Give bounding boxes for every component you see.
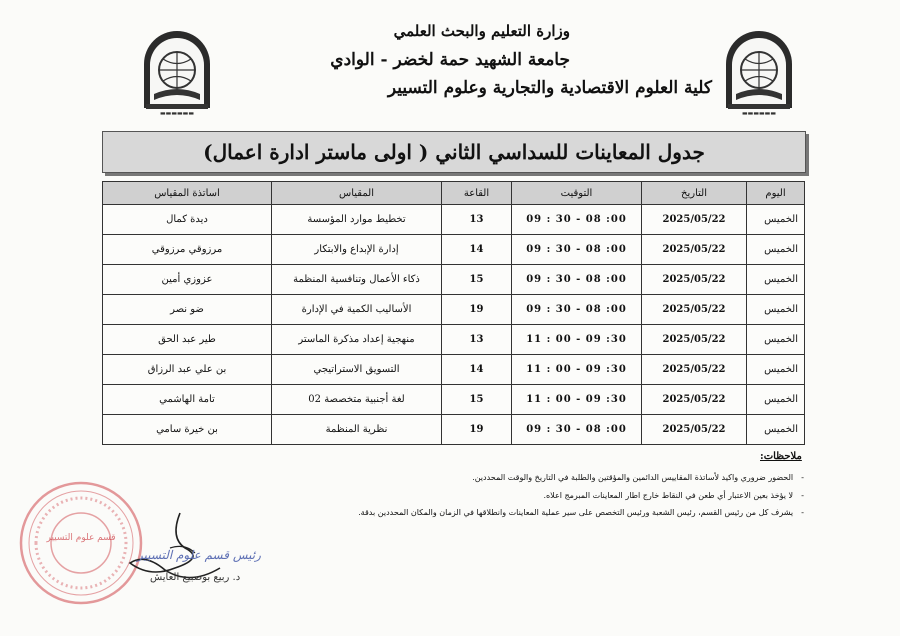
cell-date: 2025/05/22 [642, 385, 747, 415]
table-row [103, 265, 805, 295]
cell-day: الخميس [747, 205, 805, 235]
university-logo-left [138, 28, 216, 110]
cell-room: 15 [442, 265, 512, 295]
cell-day: الخميس [747, 235, 805, 265]
cell-subject: لغة أجنبية متخصصة 02 [272, 385, 442, 415]
cell-time: 11 : 00 - 09 :30 [512, 385, 642, 415]
cell-room: 19 [442, 295, 512, 325]
note-text: الحضور ضروري واكيد لأساتذة المقاييس الدائمين والمؤقتين والطلبة في التاريخ والوقت المحددين. [472, 473, 794, 482]
table-row [103, 295, 805, 325]
table-row [103, 355, 805, 385]
note-text: يشرف كل من رئيس القسم، رئيس الشعبة ورئيس التخصص على سير عملية المعاينات وانطلاقها في الزمان والمكان المحددين بدقة. [358, 508, 794, 517]
cell-day: الخميس [747, 295, 805, 325]
exam-review-table [102, 181, 805, 445]
stamp-text: قسم علوم التسيير [46, 533, 116, 543]
table-row [103, 325, 805, 355]
cell-time: 11 : 00 - 09 :30 [512, 355, 642, 385]
table-row [103, 205, 805, 235]
table-row [103, 385, 805, 415]
cell-room: 15 [442, 385, 512, 415]
cell-professor: طير عبد الحق [103, 325, 272, 355]
cell-room: 19 [442, 415, 512, 445]
logo-caption-left: ▬▬▬▬▬▬ [159, 110, 194, 117]
cell-time: 09 : 30 - 08 :00 [512, 205, 642, 235]
header-room: القاعة [442, 182, 512, 205]
header-subject: المقياس [272, 182, 442, 205]
cell-subject: ذكاء الأعمال وتنافسية المنظمة [272, 265, 442, 295]
schedule-title-box [102, 131, 806, 173]
university-name: جامعة الشهيد حمة لخضر - الوادي [330, 50, 570, 70]
cell-day: الخميس [747, 325, 805, 355]
cell-professor: بن خيرة سامي [103, 415, 272, 445]
cell-professor: مرزوقي مرزوقي [103, 235, 272, 265]
cell-day: الخميس [747, 265, 805, 295]
signature-name: د. ربيع بوصبيع العايش [150, 572, 241, 583]
cell-time: 09 : 30 - 08 :00 [512, 415, 642, 445]
table-header-row [103, 182, 805, 205]
cell-subject: نظرية المنظمة [272, 415, 442, 445]
cell-date: 2025/05/22 [642, 205, 747, 235]
university-logo-right [720, 28, 798, 110]
cell-room: 14 [442, 355, 512, 385]
table-row [103, 235, 805, 265]
logo-caption-right: ▬▬▬▬▬▬ [741, 110, 776, 117]
ministry-name: وزارة التعليم والبحث العلمي [393, 22, 570, 40]
cell-room: 13 [442, 325, 512, 355]
cell-time: 09 : 30 - 08 :00 [512, 265, 642, 295]
cell-date: 2025/05/22 [642, 265, 747, 295]
faculty-name: كلية العلوم الاقتصادية والتجارية وعلوم التسيير [387, 78, 712, 98]
cell-time: 11 : 00 - 09 :30 [512, 325, 642, 355]
cell-subject: منهجية إعداد مذكرة الماستر [272, 325, 442, 355]
note-item: -الحضور ضروري واكيد لأساتذة المقاييس الدائمين والمؤقتين والطلبة في التاريخ والوقت المحددين. [472, 473, 804, 482]
cell-room: 13 [442, 205, 512, 235]
cell-subject: التسويق الاستراتيجي [272, 355, 442, 385]
cell-professor: عزوزي أمين [103, 265, 272, 295]
note-item: -يشرف كل من رئيس القسم، رئيس الشعبة ورئيس التخصص على سير عملية المعاينات وانطلاقها في الزمان والمكان المحددين بدقة. [358, 508, 804, 517]
schedule-title: جدول المعاينات للسداسي الثاني ( اولى ماستر ادارة اعمال) [203, 140, 705, 164]
cell-day: الخميس [747, 355, 805, 385]
note-item: -لا يؤخذ بعين الاعتبار أي طعن في النقاط خارج اطار المعاينات المبرمج اعلاه. [543, 491, 804, 500]
cell-subject: إدارة الإبداع والابتكار [272, 235, 442, 265]
cell-day: الخميس [747, 415, 805, 445]
notes-title: ملاحظات: [760, 451, 802, 462]
cell-professor: بن علي عبد الرزاق [103, 355, 272, 385]
header-day: اليوم [747, 182, 805, 205]
header-professor: اساتذة المقياس [103, 182, 272, 205]
cell-time: 09 : 30 - 08 :00 [512, 235, 642, 265]
cell-time: 09 : 30 - 08 :00 [512, 295, 642, 325]
table-row [103, 415, 805, 445]
note-text: لا يؤخذ بعين الاعتبار أي طعن في النقاط خارج اطار المعاينات المبرمج اعلاه. [543, 491, 794, 500]
cell-professor: ديدة كمال [103, 205, 272, 235]
cell-professor: تامة الهاشمي [103, 385, 272, 415]
cell-subject: تخطيط موارد المؤسسة [272, 205, 442, 235]
cell-date: 2025/05/22 [642, 415, 747, 445]
cell-subject: الأساليب الكمية في الإدارة [272, 295, 442, 325]
header-date: التاريخ [642, 182, 747, 205]
cell-date: 2025/05/22 [642, 235, 747, 265]
cell-professor: ضو نصر [103, 295, 272, 325]
cell-date: 2025/05/22 [642, 295, 747, 325]
cell-room: 14 [442, 235, 512, 265]
cell-date: 2025/05/22 [642, 325, 747, 355]
header-time: التوقيت [512, 182, 642, 205]
signature-title: رئيس قسم علوم التسيير [137, 548, 261, 562]
cell-day: الخميس [747, 385, 805, 415]
cell-date: 2025/05/22 [642, 355, 747, 385]
